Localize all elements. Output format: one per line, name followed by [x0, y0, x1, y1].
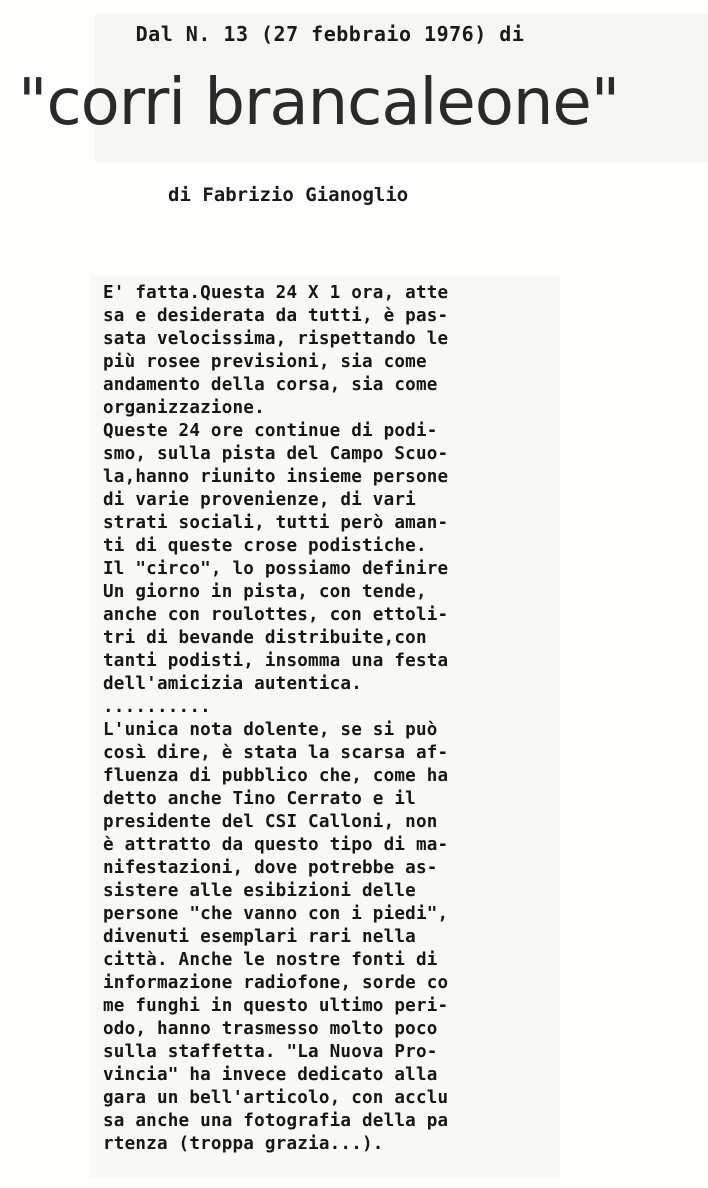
section-separator-dots: .......... [103, 697, 211, 717]
masthead-title: "corri brancaleone" [18, 66, 620, 140]
article-line: tri di bevande distribuite,con [103, 628, 427, 648]
article-line: sa anche una fotografia della pa [103, 1111, 449, 1131]
issue-date-line: Dal N. 13 (27 febbraio 1976) di [135, 22, 525, 46]
article-line: così dire, è stata la scarsa af- [103, 743, 449, 763]
article-line: andamento della corsa, sia come [103, 375, 438, 395]
article-line: rtenza (troppa grazia...). [103, 1134, 384, 1154]
article-line: me funghi in questo ultimo peri- [103, 996, 449, 1016]
article-line: sulla staffetta. "La Nuova Pro- [103, 1042, 438, 1062]
article-line: sata velocissima, rispettando le [103, 329, 449, 349]
article-line: anche con roulottes, con ettoli- [103, 605, 449, 625]
article-line: L'unica nota dolente, se si può [103, 720, 438, 740]
article-line: più rosee previsioni, sia come [103, 352, 427, 372]
article-line: divenuti esemplari rari nella [103, 927, 416, 947]
author-byline: di Fabrizio Gianoglio [168, 184, 409, 206]
article-line: Il "circo", lo possiamo definire [103, 559, 449, 579]
article-line: città. Anche le nostre fonti di [103, 950, 438, 970]
article-line: smo, sulla pista del Campo Scuo- [103, 444, 449, 464]
article-line: E' fatta.Questa 24 X 1 ora, atte [103, 283, 449, 303]
article-line: nifestazioni, dove potrebbe as- [103, 858, 438, 878]
article-line: ti di queste crose podistiche. [103, 536, 427, 556]
article-line: dell'amicizia autentica. [103, 674, 363, 694]
article-line: gara un bell'articolo, con acclu [103, 1088, 449, 1108]
article-line: persone "che vanno con i piedi", [103, 904, 449, 924]
article-line: Queste 24 ore continue di podi- [103, 421, 438, 441]
article-line: informazione radiofone, sorde co [103, 973, 449, 993]
article-line: sa e desiderata da tutti, è pas- [103, 306, 449, 326]
article-line: detto anche Tino Cerrato e il [103, 789, 416, 809]
article-line: tanti podisti, insomma una festa [103, 651, 449, 671]
article-line: Un giorno in pista, con tende, [103, 582, 427, 602]
article-line: fluenza di pubblico che, come ha [103, 766, 449, 786]
article-line: organizzazione. [103, 398, 265, 418]
article-line: di varie provenienze, di vari [103, 490, 416, 510]
article-line: strati sociali, tutti però aman- [103, 513, 449, 533]
article-line: è attratto da questo tipo di ma- [103, 835, 449, 855]
article-line: odo, hanno trasmesso molto poco [103, 1019, 438, 1039]
article-line: la,hanno riunito insieme persone [103, 467, 449, 487]
article-line: presidente del CSI Calloni, non [103, 812, 438, 832]
article-line: vincia" ha invece dedicato alla [103, 1065, 438, 1085]
article-line: sistere alle esibizioni delle [103, 881, 416, 901]
article-body [103, 282, 563, 1156]
